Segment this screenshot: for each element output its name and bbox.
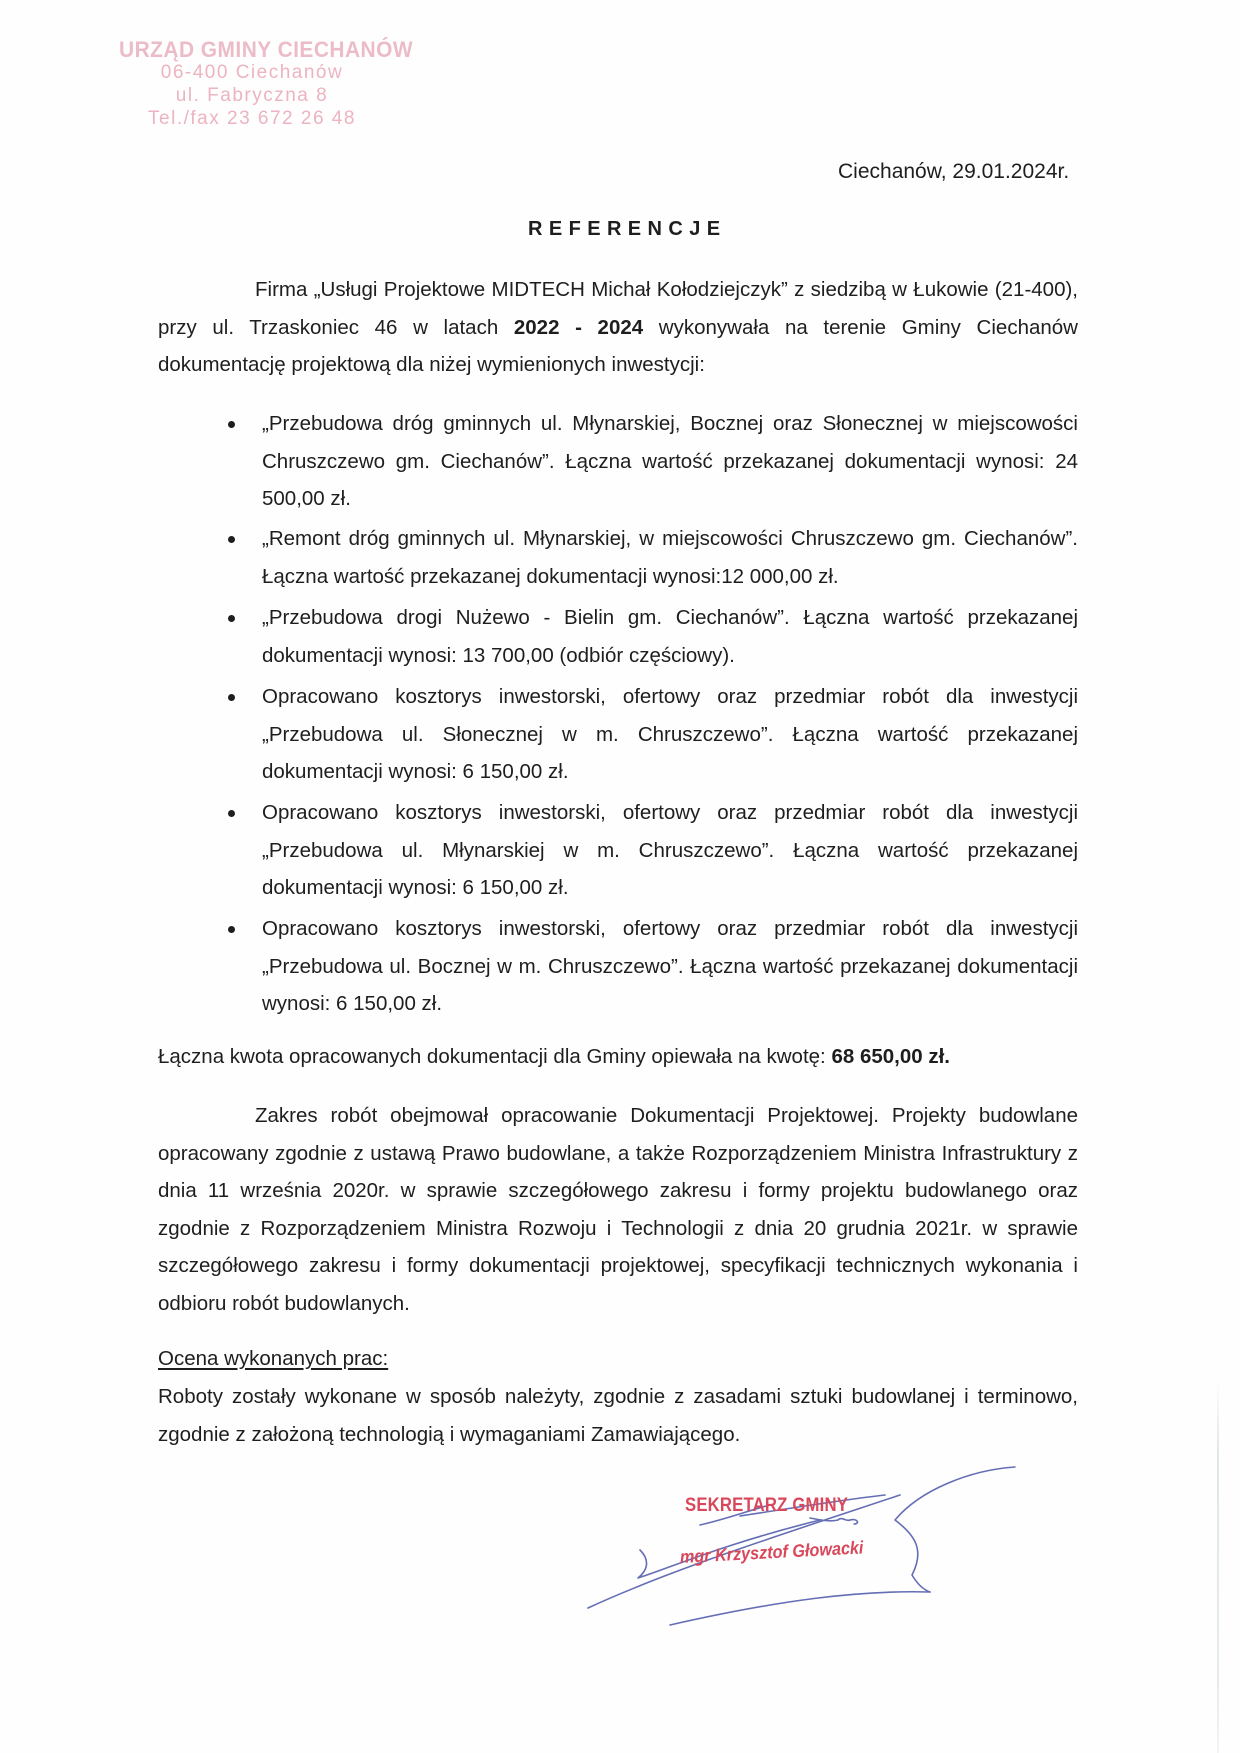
- investment-text: „Remont dróg gminnych ul. Młynarskiej, w miejscowości Chruszczewo gm. Ciechanów”. Łączna wartość przekazanej dokumentacji wynosi:12 000,00 zł.: [262, 527, 1078, 588]
- secretary-stamp: [679, 1495, 870, 1567]
- investment-text: „Przebudowa dróg gminnych ul. Młynarskiej, Bocznej oraz Słonecznej w miejscowości Chruszczewo gm. Ciechanów”. Łączna wartość przekazanej dokumentacji wynosi: 24 500,00 zł.: [262, 412, 1078, 510]
- investment-text: Opracowano kosztorys inwestorski, ofertowy oraz przedmiar robót dla inwestycji „Przebudowa ul. Bocznej w m. Chruszczewo”. Łączna wartość przekazanej dokumentacji wynosi: 6 150,00 zł.: [262, 917, 1078, 1015]
- bullet-icon: [228, 615, 235, 622]
- intro-text-2: wykonywała na terenie Gminy Ciechanów dokumentację projektową dla niżej wymienionych inwestycji:: [158, 315, 1078, 376]
- scan-edge-artifact: [1217, 1380, 1219, 1753]
- intro-years: 2022 - 2024: [513, 315, 644, 339]
- investment-item: [158, 910, 1078, 1022]
- total-amount-line: [158, 1038, 950, 1076]
- investment-item: [158, 678, 1078, 790]
- document-title: REFERENCJE: [528, 218, 727, 240]
- investment-text: „Przebudowa drogi Nużewo - Bielin gm. Ciechanów”. Łączna wartość przekazanej dokumentacji wynosi: 13 700,00 (odbiór częściowy).: [262, 606, 1078, 667]
- intro-text-1: Firma „Usługi Projektowe MIDTECH Michał Kołodziejczyk” z siedzibą w Łukowie (21-400), przy ul. Trzaskoniec 46 w latach: [158, 278, 1078, 339]
- secretary-role: SEKRETARZ GMINY: [685, 1495, 849, 1516]
- bullet-icon: [228, 536, 235, 543]
- investment-text: Opracowano kosztorys inwestorski, ofertowy oraz przedmiar robót dla inwestycji „Przebudowa ul. Słonecznej w m. Chruszczewo”. Łączna wartość przekazanej dokumentacji wynosi: 6 150,00 zł.: [262, 685, 1078, 783]
- office-stamp-phone: Tel./fax 23 672 26 48: [148, 108, 356, 129]
- investment-list: [158, 405, 1078, 1022]
- office-stamp-name: URZĄD GMINY CIECHANÓW: [119, 37, 414, 62]
- bullet-icon: [228, 421, 235, 428]
- bullet-icon: [228, 810, 235, 817]
- handwritten-signature: [520, 1450, 1060, 1630]
- office-stamp-postal: 06-400 Ciechanów: [160, 62, 344, 83]
- bullet-icon: [228, 694, 235, 701]
- bullet-icon: [228, 926, 235, 933]
- total-amount: 68 650,00 zł.: [831, 1045, 950, 1068]
- scope-paragraph: Zakres robót obejmował opracowanie Dokumentacji Projektowej. Projekty budowlane opracowany zgodnie z ustawą Prawo budowlane, a także Rozporządzeniem Ministra Infrastruktury z dnia 11 września 2020r. w sprawie szczegółowego zakresu i formy projektu budowlanego oraz zgodnie z Rozporządzeniem Ministra Rozwoju i Technologii z dnia 20 grudnia 2021r. w sprawie szczegółowego zakresu i formy dokumentacji projektowej, specyfikacji technicznych wykonania i odbioru robót budowlanych.: [158, 1104, 1078, 1315]
- office-stamp: [112, 37, 414, 130]
- investment-item: [158, 405, 1078, 517]
- investment-item: [158, 599, 1078, 674]
- investment-text: Opracowano kosztorys inwestorski, ofertowy oraz przedmiar robót dla inwestycji „Przebudowa ul. Młynarskiej w m. Chruszczewo”. Łączna wartość przekazanej dokumentacji wynosi: 6 150,00 zł.: [262, 801, 1078, 899]
- assessment-heading: Ocena wykonanych prac:: [158, 1347, 389, 1370]
- assessment-paragraph: Roboty zostały wykonane w sposób należyty, zgodnie z zasadami sztuki budowlanej i terminowo, zgodnie z założoną technologią i wymaganiami Zamawiającego.: [158, 1385, 1078, 1446]
- investment-item: [158, 794, 1078, 906]
- office-stamp-street: ul. Fabryczna 8: [175, 85, 329, 106]
- secretary-name: mgr Krzysztof Głowacki: [679, 1537, 864, 1567]
- place-date: Ciechanów, 29.01.2024r.: [838, 160, 1070, 183]
- total-label: Łączna kwota opracowanych dokumentacji dla Gminy opiewała na kwotę:: [158, 1045, 832, 1068]
- investment-item: [158, 520, 1078, 595]
- intro-paragraph: [158, 271, 1078, 384]
